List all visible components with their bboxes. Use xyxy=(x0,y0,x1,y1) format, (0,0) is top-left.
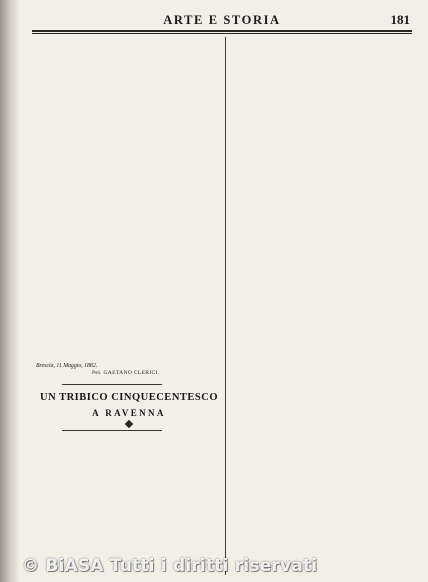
page-header xyxy=(32,8,412,32)
scan-fold-shadow xyxy=(0,0,20,582)
article-title: UN TRIBICO CINQUECENTESCO xyxy=(39,392,218,403)
section-rule-top xyxy=(62,384,162,385)
column-divider xyxy=(225,37,226,575)
header-rule xyxy=(32,33,412,34)
article-dateline: Brescia, 11 Maggio, 1882. xyxy=(36,363,98,369)
section-rule-bottom xyxy=(62,430,162,431)
title-ornament xyxy=(125,420,133,428)
article-signature: Pel. GAETANO CLERICI. xyxy=(92,370,160,376)
running-title: ARTE E STORIA xyxy=(163,13,281,27)
watermark: © BiASA Tutti i diritti riservati xyxy=(22,556,318,576)
page-number: 181 xyxy=(390,12,410,27)
article-subtitle: A RAVENNA xyxy=(92,408,166,418)
